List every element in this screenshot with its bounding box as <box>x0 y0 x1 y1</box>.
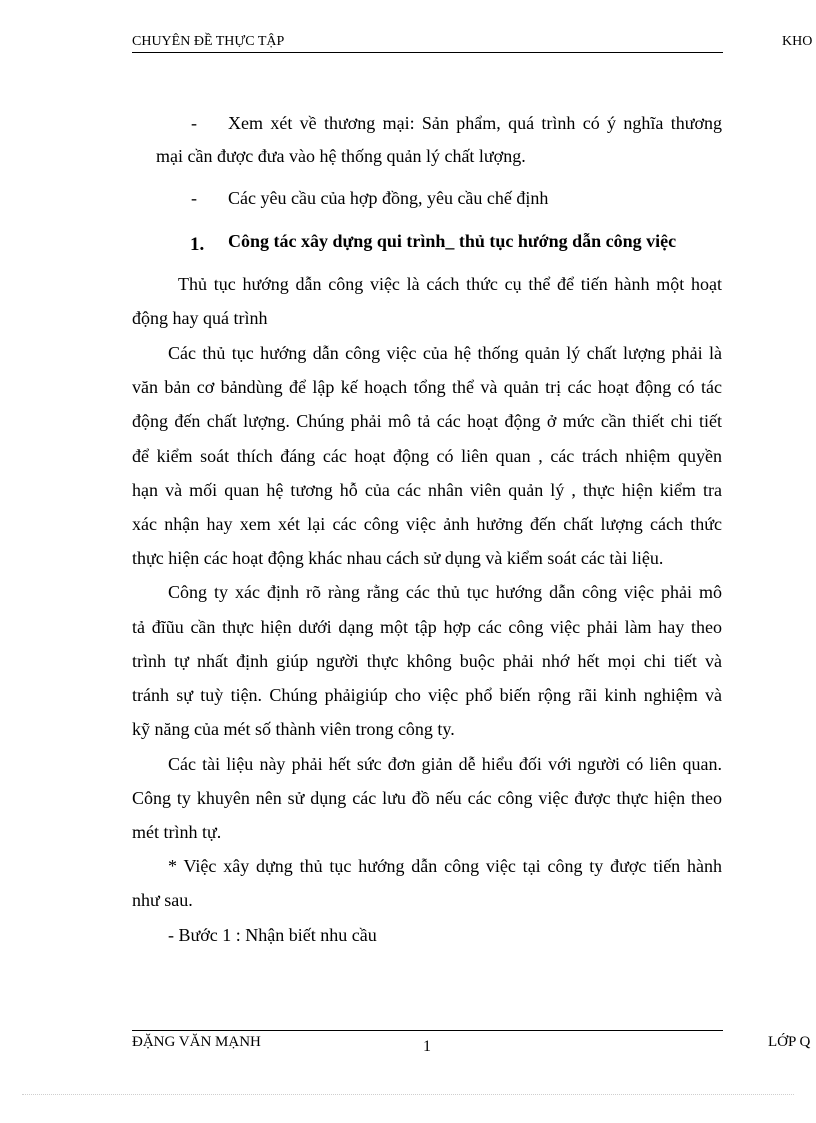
bullet-marker: - <box>191 113 197 133</box>
paragraph-line: tránh sự tuỳ tiện. Chúng phảigiúp cho việc phổ biến rộng rãi kinh nghiệm và <box>132 685 722 705</box>
section-title: Công tác xây dựng qui trình_ thủ tục hướng dẫn công việc <box>228 231 677 251</box>
paragraph-line: Công ty khuyên nên sử dụng các lưu đồ nếu các công việc được thực hiện theo <box>132 788 722 808</box>
bullet-marker: - <box>191 188 197 208</box>
header-divider <box>132 52 723 53</box>
header-right-text: KHO <box>782 34 813 49</box>
paragraph-line: xác nhận hay xem xét lại các công việc ảnh hưởng đến chất lượng cách thức <box>132 514 722 534</box>
paragraph-line: thực hiện các hoạt động khác nhau cách sử dụng và kiểm soát các tài liệu. <box>132 548 664 568</box>
footer-class: LỚP Q <box>768 1034 811 1050</box>
footer-author: ĐẶNG VĂN MẠNH <box>132 1034 261 1050</box>
paragraph-line: văn bản cơ bảndùng để lập kế hoạch tổng thể và quản trị các hoạt động có tác <box>132 377 722 397</box>
paragraph-line: tả đĩũu cần thực hiện dưới dạng một tập hợp các công việc phải làm hay theo <box>132 617 722 637</box>
bullet-text: Các yêu cầu của hợp đồng, yêu cầu chế định <box>228 188 549 208</box>
bullet-text: Xem xét về thương mại: Sản phẩm, quá trình có ý nghĩa thương <box>228 113 722 133</box>
footer-divider <box>132 1030 723 1031</box>
paragraph-line: Công ty xác định rõ ràng rằng các thủ tục hướng dẫn công việc phải mô <box>168 582 722 602</box>
paragraph-line: Các tài liệu này phải hết sức đơn giản dễ hiểu đối với người có liên quan. <box>168 754 722 774</box>
paragraph-line: như sau. <box>132 890 193 910</box>
section-number: 1. <box>190 234 205 255</box>
paragraph-line: * Việc xây dựng thủ tục hướng dẫn công việc tại công ty được tiến hành <box>168 856 722 876</box>
paragraph-line: kỹ năng của mét số thành viên trong công ty. <box>132 719 455 739</box>
paragraph-line: động đến chất lượng. Chúng phải mô tả các hoạt động ở mức cần thiết chi tiết <box>132 411 722 431</box>
paragraph-line: trình tự nhất định giúp người thực không buộc phải nhớ hết mọi chi tiết và <box>132 651 722 671</box>
paragraph-line: - Bước 1 : Nhận biết nhu cầu <box>168 925 377 945</box>
page-number: 1 <box>423 1038 431 1055</box>
paragraph-line: mét trình tự. <box>132 822 222 842</box>
header-title: CHUYÊN ĐỀ THỰC TẬP <box>132 34 285 49</box>
paragraph-line: để kiểm soát thích đáng các hoạt động có liên quan , các trách nhiệm quyền <box>132 446 722 466</box>
paragraph-line: động hay quá trình <box>132 308 268 328</box>
paragraph-line: Thủ tục hướng dẫn công việc là cách thức cụ thể để tiến hành một hoạt <box>178 274 722 294</box>
bullet-text: mại cần được đưa vào hệ thống quản lý chất lượng. <box>156 146 526 166</box>
page-edge-divider <box>22 1094 794 1095</box>
paragraph-line: hạn và mối quan hệ tương hỗ của các nhân viên quản lý , thực hiện kiểm tra <box>132 480 722 500</box>
paragraph-line: Các thủ tục hướng dẫn công việc của hệ thống quản lý chất lượng phải là <box>168 343 722 363</box>
